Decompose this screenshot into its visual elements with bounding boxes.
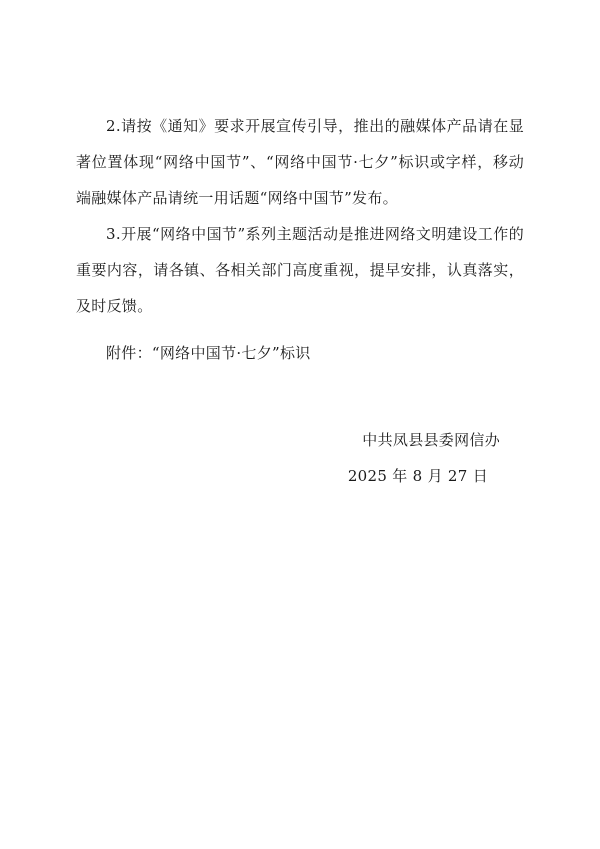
paragraph-3: 3.开展“网络中国节”系列主题活动是推进网络文明建设工作的重要内容，请各镇、各相关部门高度重视，提早安排，认真落实，及时反馈。: [76, 225, 524, 315]
issuing-organization: 中共凤县县委网信办: [362, 431, 500, 449]
document-body: [76, 108, 524, 324]
issue-date: 2025 年 8 月 27 日: [347, 467, 488, 485]
signature-block: [348, 422, 500, 494]
paragraph-2: 2.请按《通知》要求开展宣传引导，推出的融媒体产品请在显著位置体现“网络中国节”、“网络中国节·七夕”标识或字样，移动端融媒体产品请统一用话题“网络中国节”发布。: [76, 117, 524, 207]
attachment-line: 附件：“网络中国节·七夕”标识: [106, 344, 311, 362]
